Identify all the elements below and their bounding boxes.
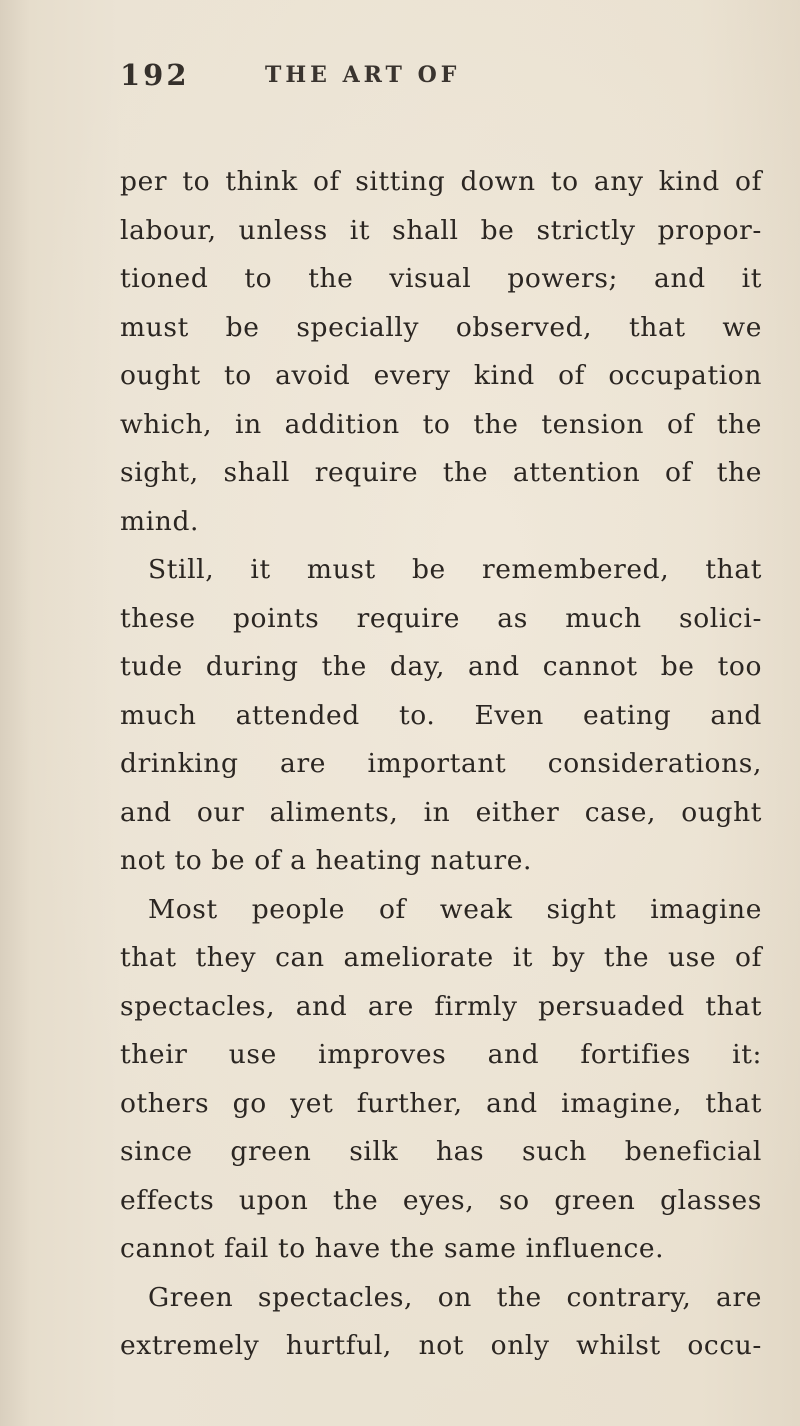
body-text bbox=[120, 158, 762, 1371]
text-line: Most people of weak sight imagine bbox=[148, 893, 762, 925]
text-line: since green silk has such beneficial bbox=[120, 1136, 762, 1167]
text-line: ought to avoid every kind of occupation bbox=[120, 360, 762, 391]
text-line: Still, it must be remembered, that bbox=[148, 554, 762, 585]
text-line: mind. bbox=[120, 505, 200, 537]
text-line: that they can ameliorate it by the use of bbox=[120, 942, 762, 973]
text-line: much attended to. Even eating and bbox=[120, 699, 762, 731]
text-line: not to be of a heating nature. bbox=[120, 845, 533, 876]
text-line: must be specially observed, that we bbox=[120, 311, 762, 343]
text-line: tioned to the visual powers; and it bbox=[120, 263, 762, 294]
text-line: others go yet further, and imagine, that bbox=[120, 1087, 762, 1119]
text-line: labour, unless it shall be strictly propor- bbox=[120, 214, 762, 246]
text-line: and our aliments, in either case, ought bbox=[120, 796, 762, 828]
page-header bbox=[110, 58, 760, 98]
text-line: per to think of sitting down to any kind of bbox=[120, 166, 762, 197]
text-line: which, in addition to the tension of the bbox=[120, 408, 762, 440]
text-line: extremely hurtful, not only whilst occu- bbox=[120, 1330, 762, 1361]
text-line: tude during the day, and cannot be too bbox=[120, 651, 762, 682]
text-line: cannot fail to have the same influence. bbox=[120, 1233, 665, 1264]
running-head: THE ART OF bbox=[265, 62, 461, 88]
text-line: spectacles, and are firmly persuaded that bbox=[120, 990, 762, 1022]
text-line: these points require as much solici- bbox=[120, 602, 762, 634]
page-number: 192 bbox=[120, 58, 190, 92]
text-line: sight, shall require the attention of the bbox=[120, 457, 762, 488]
text-line: drinking are important considerations, bbox=[120, 748, 762, 779]
text-line: Green spectacles, on the contrary, are bbox=[148, 1281, 762, 1313]
text-line: effects upon the eyes, so green glasses bbox=[120, 1184, 762, 1216]
text-line: their use improves and fortifies it: bbox=[120, 1039, 762, 1070]
